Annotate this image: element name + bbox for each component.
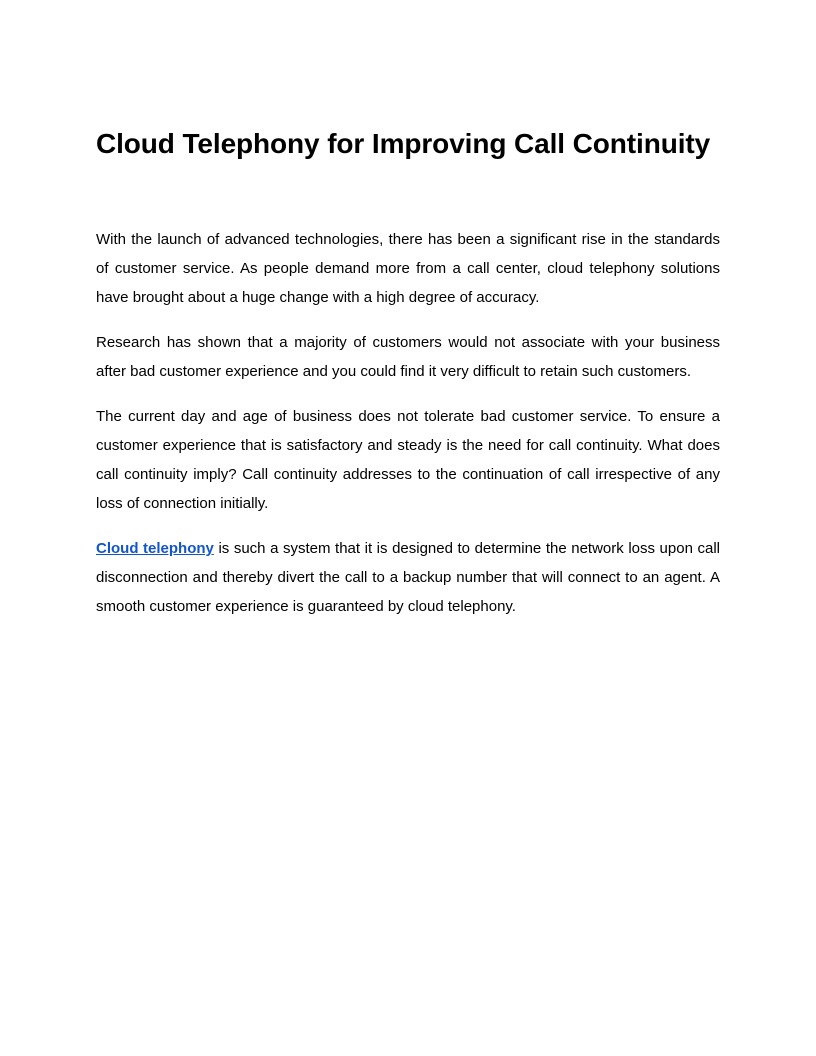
paragraph-research: Research has shown that a majority of customers would not associate with your business after bad customer experience and you could find it very difficult to retain such customers. — [96, 334, 720, 380]
paragraph-cloud-telephony — [96, 534, 720, 621]
cloud-telephony-link[interactable]: Cloud telephony — [96, 540, 214, 557]
document-content — [96, 124, 720, 637]
paragraph-continuity: The current day and age of business does not tolerate bad customer service. To ensure a customer experience that is satisfactory and steady is the need for call continuity. What does call continuity imply? Call continuity addresses to the continuation of call irrespective of any loss of connection initially. — [96, 408, 720, 512]
paragraph-intro: With the launch of advanced technologies, there has been a significant rise in the standards of customer service. As people demand more from a call center, cloud telephony solutions have brought about a huge change with a high degree of accuracy. — [96, 231, 720, 306]
paragraph-cloud-telephony-text: is such a system that it is designed to determine the network loss upon call disconnection and thereby divert the call to a backup number that will connect to an agent. A smooth customer experience is guaranteed by cloud telephony. — [96, 540, 720, 615]
document-title: Cloud Telephony for Improving Call Continuity — [96, 128, 711, 159]
document-body — [96, 225, 720, 621]
